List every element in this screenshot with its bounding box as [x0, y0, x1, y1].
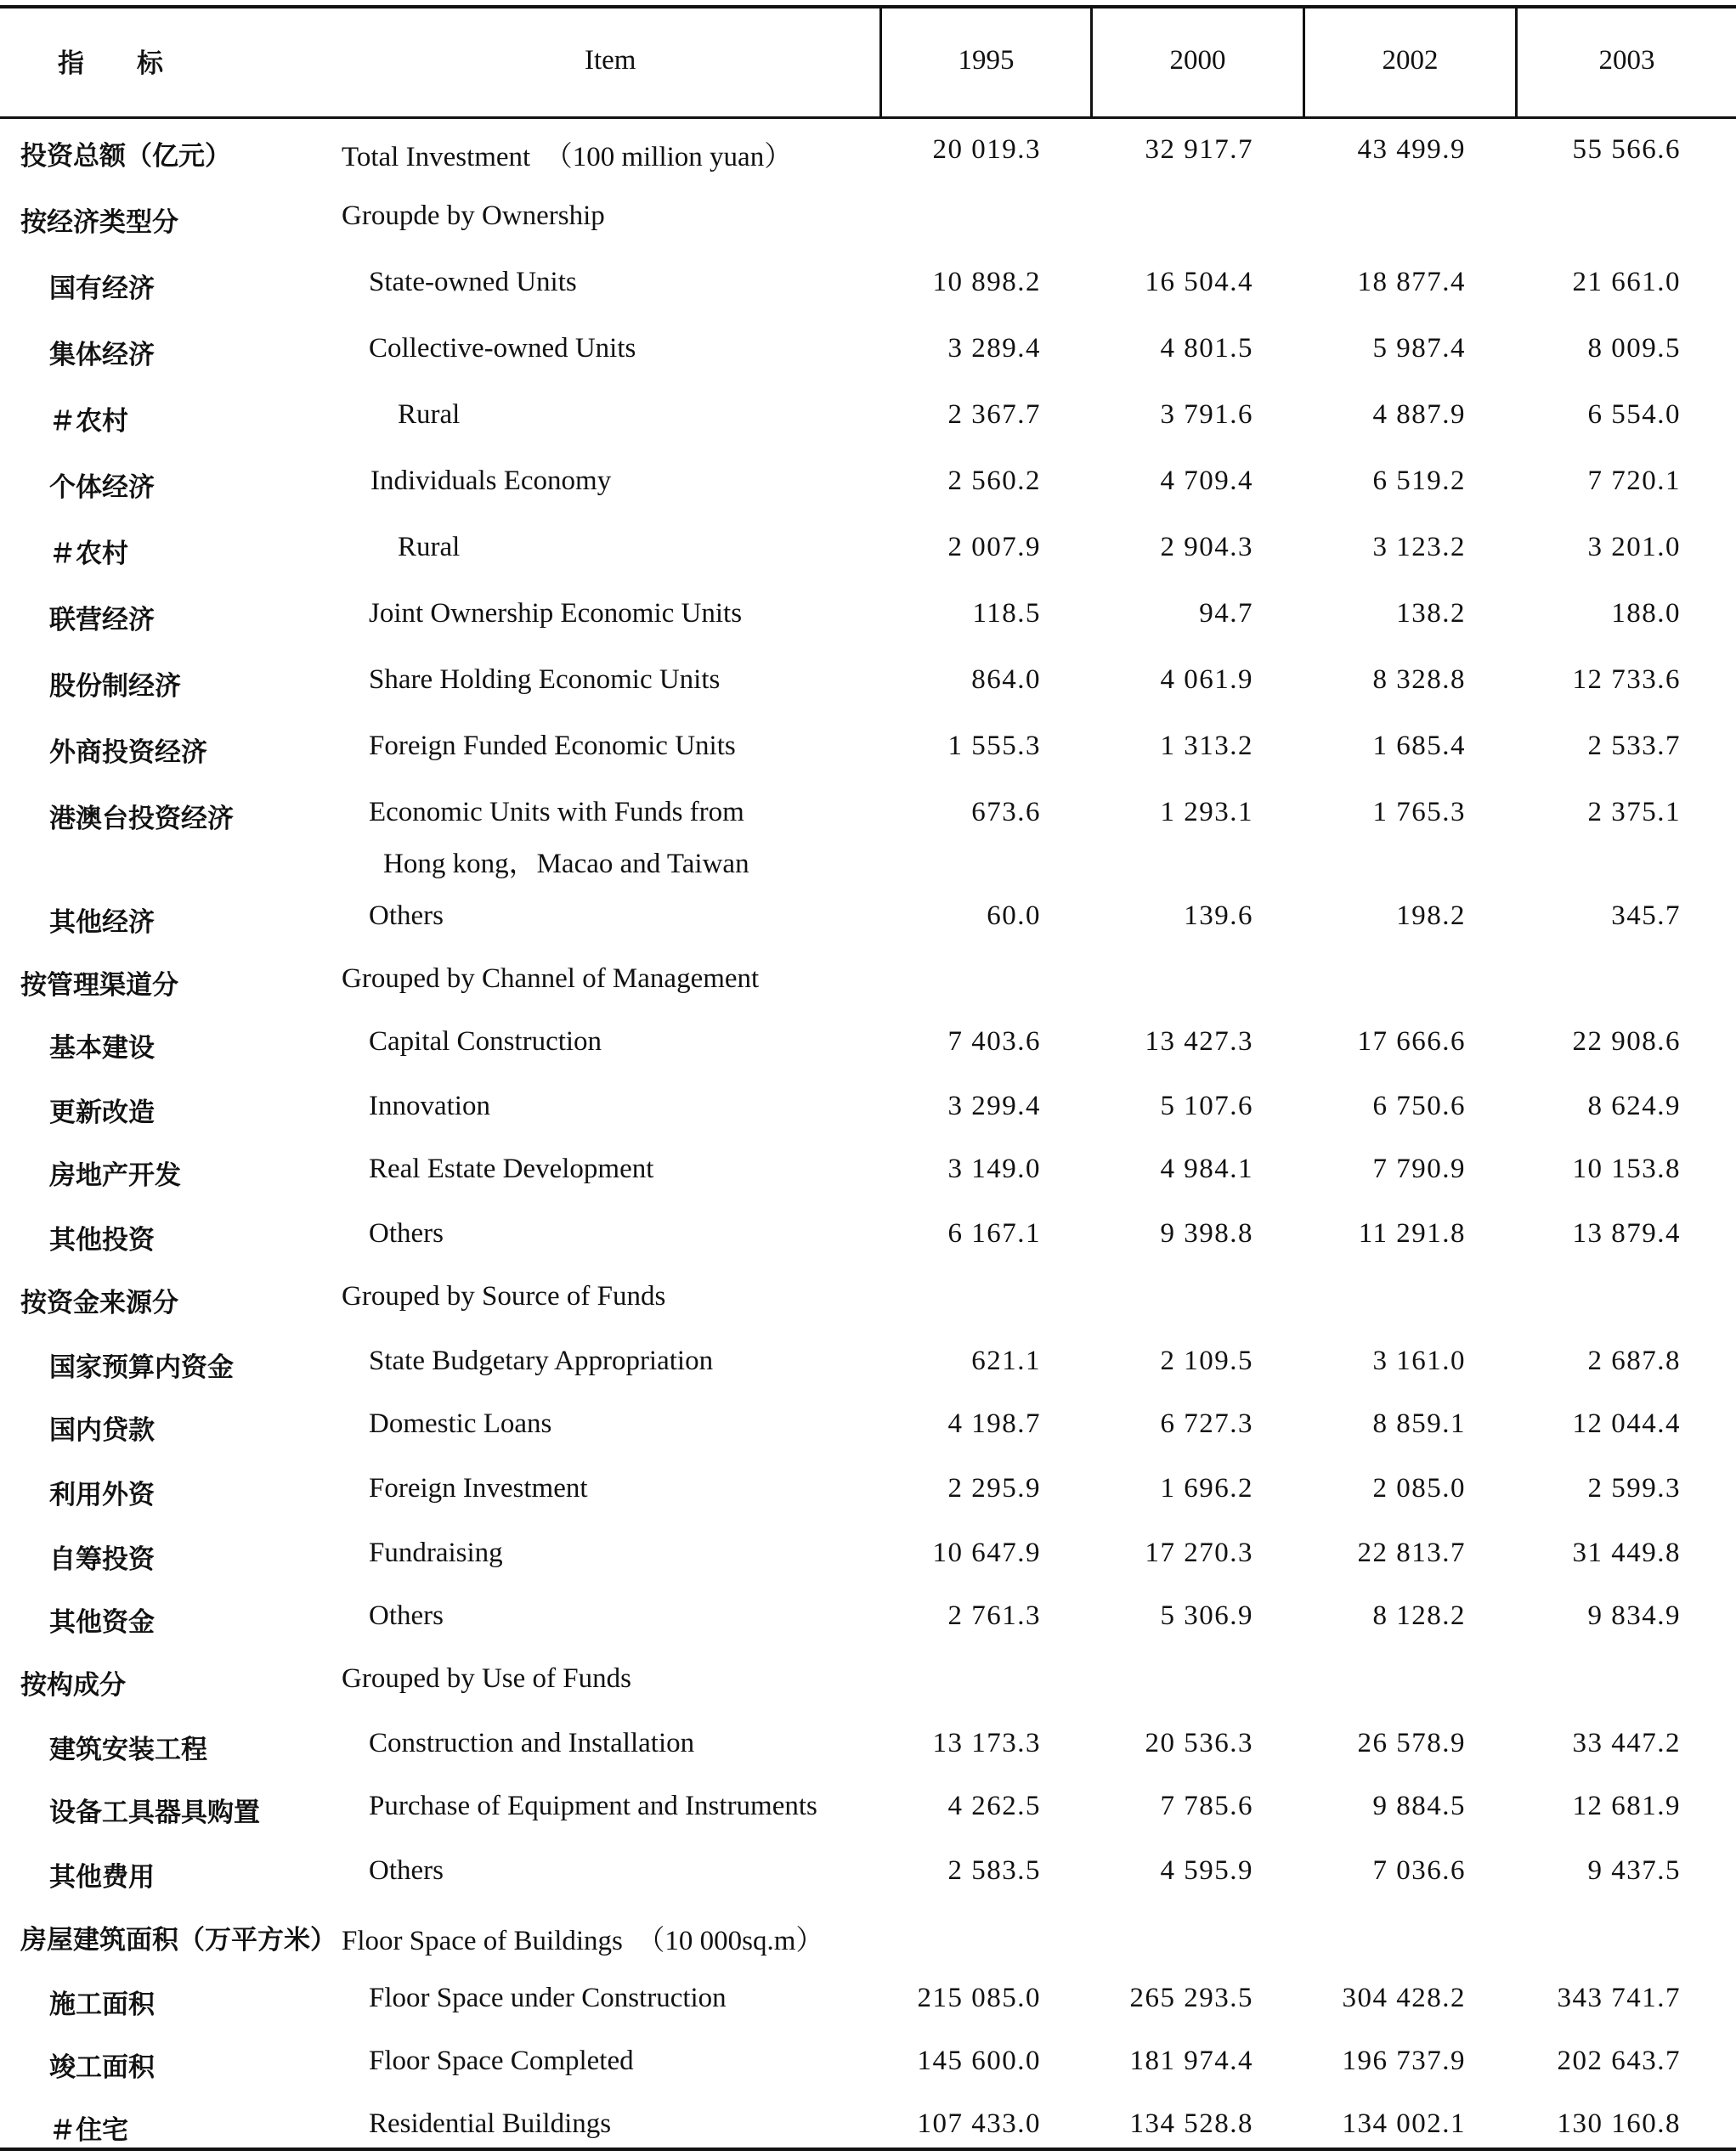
value-1995: 13 173.3: [932, 1728, 1041, 1758]
row-indicator-zh: 建筑安装工程: [49, 1735, 207, 1765]
value-2003: 2 599.3: [1587, 1473, 1681, 1504]
row-item-en: Real Estate Development: [369, 1154, 654, 1184]
row-item-en: Construction and Installation: [369, 1728, 695, 1758]
row-indicator-zh: 国有经济: [49, 274, 155, 304]
row-item-en: Individuals Economy: [370, 466, 612, 496]
row-indicator-zh: 基本建设: [49, 1033, 155, 1064]
row-item-en: Groupde by Ownership: [342, 200, 605, 231]
value-1995: 20 019.3: [932, 134, 1041, 165]
value-2002: 304 428.2: [1342, 1983, 1466, 2013]
value-2003: 2 375.1: [1587, 797, 1681, 827]
value-2002: 1 685.4: [1372, 731, 1466, 761]
value-2000: 4 061.9: [1160, 664, 1253, 695]
value-1995: 1 555.3: [947, 731, 1041, 761]
value-2002: 6 750.6: [1372, 1091, 1466, 1121]
row-indicator-zh: 港澳台投资经济: [49, 804, 234, 834]
value-2002: 26 578.9: [1357, 1728, 1466, 1758]
value-2003: 9 437.5: [1587, 1855, 1681, 1886]
row-indicator-zh: 按管理渠道分: [20, 970, 178, 1001]
row-indicator-zh: 利用外资: [49, 1480, 155, 1510]
value-2003: 2 533.7: [1587, 731, 1681, 761]
value-1995: 2 295.9: [947, 1473, 1041, 1504]
value-1995: 3 299.4: [947, 1091, 1041, 1121]
value-2000: 4 801.5: [1160, 333, 1253, 364]
value-2002: 17 666.6: [1357, 1026, 1466, 1057]
value-2000: 32 917.7: [1145, 134, 1253, 165]
value-2002: 8 328.8: [1372, 664, 1466, 695]
value-2002: 1 765.3: [1372, 797, 1466, 827]
row-indicator-zh: 国家预算内资金: [49, 1352, 234, 1383]
value-2002: 43 499.9: [1357, 134, 1466, 165]
row-item-en: Floor Space Completed: [369, 2046, 634, 2076]
row-indicator-zh: 个体经济: [49, 472, 155, 503]
value-2003: 343 741.7: [1557, 1983, 1681, 2013]
value-1995: 4 198.7: [947, 1408, 1041, 1439]
value-2003: 130 160.8: [1557, 2108, 1681, 2139]
value-2003: 3 201.0: [1587, 532, 1681, 562]
row-item-en: State Budgetary Appropriation: [369, 1346, 714, 1376]
value-2000: 1 293.1: [1160, 797, 1253, 827]
value-2003: 55 566.6: [1572, 134, 1681, 165]
row-item-en: Economic Units with Funds from: [369, 797, 744, 827]
row-item-en: Rural: [398, 532, 461, 562]
value-2002: 7 036.6: [1372, 1855, 1466, 1886]
value-2003: 33 447.2: [1572, 1728, 1681, 1758]
row-indicator-zh: ＃农村: [49, 406, 128, 437]
value-1995: 621.1: [971, 1346, 1041, 1376]
row-item-en: Others: [369, 1600, 444, 1631]
value-2000: 9 398.8: [1160, 1218, 1253, 1249]
value-2002: 196 737.9: [1342, 2046, 1466, 2076]
value-1995: 7 403.6: [947, 1026, 1041, 1057]
value-2003: 10 153.8: [1572, 1154, 1681, 1184]
row-indicator-zh: 集体经济: [49, 340, 155, 370]
value-2002: 198.2: [1396, 900, 1466, 931]
value-2000: 5 306.9: [1160, 1600, 1253, 1631]
value-2000: 6 727.3: [1160, 1408, 1253, 1439]
value-2000: 13 427.3: [1145, 1026, 1253, 1057]
row-indicator-zh: 外商投资经济: [49, 737, 207, 768]
value-2002: 138.2: [1396, 598, 1466, 629]
value-2002: 9 884.5: [1372, 1791, 1466, 1821]
value-2002: 11 291.8: [1358, 1218, 1466, 1249]
row-item-en: Capital Construction: [369, 1026, 602, 1057]
value-2002: 134 002.1: [1342, 2108, 1466, 2139]
row-indicator-zh: ＃农村: [49, 539, 128, 569]
header-year-2003: 2003: [1598, 45, 1655, 76]
value-1995: 60.0: [987, 900, 1041, 931]
row-item-en: Fundraising: [369, 1538, 503, 1568]
value-2002: 3 123.2: [1372, 532, 1466, 562]
value-2003: 13 879.4: [1572, 1218, 1681, 1249]
value-2002: 4 887.9: [1372, 399, 1466, 430]
value-2002: 22 813.7: [1357, 1538, 1466, 1568]
row-item-en: Others: [369, 1218, 444, 1249]
row-indicator-zh: 更新改造: [49, 1098, 155, 1128]
row-item-en: Purchase of Equipment and Instruments: [369, 1791, 817, 1821]
row-indicator-zh: 联营经济: [49, 605, 155, 635]
value-2003: 7 720.1: [1587, 466, 1681, 496]
value-1995: 107 433.0: [917, 2108, 1041, 2139]
value-2002: 8 859.1: [1372, 1408, 1466, 1439]
value-2000: 94.7: [1199, 598, 1253, 629]
value-1995: 118.5: [972, 598, 1041, 629]
value-2000: 4 984.1: [1160, 1154, 1253, 1184]
row-item-en: Foreign Funded Economic Units: [369, 731, 736, 761]
row-item-en: Innovation: [369, 1091, 490, 1121]
value-2003: 8 624.9: [1587, 1091, 1681, 1121]
value-2000: 17 270.3: [1145, 1538, 1253, 1568]
value-2000: 2 904.3: [1160, 532, 1253, 562]
row-indicator-zh: 其他经济: [49, 907, 155, 938]
value-2002: 5 987.4: [1372, 333, 1466, 364]
row-indicator-zh: 股份制经济: [49, 671, 181, 702]
table-header-rule: [0, 116, 1736, 119]
value-2003: 6 554.0: [1587, 399, 1681, 430]
table-bottom-rule: [0, 2148, 1736, 2151]
value-2000: 4 709.4: [1160, 466, 1253, 496]
row-item-en: Collective-owned Units: [369, 333, 636, 364]
value-1995: 673.6: [971, 797, 1041, 827]
value-2003: 31 449.8: [1572, 1538, 1681, 1568]
row-item-en: Joint Ownership Economic Units: [369, 598, 743, 629]
value-2002: 18 877.4: [1357, 267, 1466, 297]
value-2000: 265 293.5: [1129, 1983, 1253, 2013]
row-indicator-zh: 房地产开发: [49, 1160, 181, 1191]
row-item-en: Total Investment （100 million yuan）: [342, 142, 793, 172]
row-item-en-continued: Hong kong，Macao and Taiwan: [383, 849, 749, 879]
value-2003: 21 661.0: [1572, 267, 1681, 297]
row-item-en: Floor Space of Buildings （10 000sq.m）: [342, 1926, 824, 1956]
value-2000: 7 785.6: [1160, 1791, 1253, 1821]
row-item-en: Others: [369, 1855, 444, 1886]
header-year-2002: 2002: [1382, 45, 1439, 76]
value-2002: 6 519.2: [1372, 466, 1466, 496]
row-item-en: Grouped by Source of Funds: [342, 1281, 666, 1312]
row-indicator-zh: 房屋建筑面积（万平方米）: [20, 1925, 336, 1956]
value-1995: 2 007.9: [947, 532, 1041, 562]
value-2000: 16 504.4: [1145, 267, 1253, 297]
row-indicator-zh: 设备工具器具购置: [49, 1798, 260, 1828]
row-indicator-zh: 其他费用: [49, 1862, 155, 1893]
value-2002: 2 085.0: [1372, 1473, 1466, 1504]
row-item-en: Grouped by Channel of Management: [342, 963, 760, 994]
value-1995: 2 367.7: [947, 399, 1041, 430]
value-1995: 4 262.5: [947, 1791, 1041, 1821]
value-1995: 10 647.9: [932, 1538, 1041, 1568]
row-item-en: Domestic Loans: [369, 1408, 552, 1439]
value-2000: 2 109.5: [1160, 1346, 1253, 1376]
value-2002: 7 790.9: [1372, 1154, 1466, 1184]
value-1995: 6 167.1: [947, 1218, 1041, 1249]
header-year-1995: 1995: [958, 45, 1015, 76]
row-indicator-zh: 按资金来源分: [20, 1288, 178, 1318]
row-indicator-zh: 其他资金: [49, 1607, 155, 1638]
value-1995: 215 085.0: [917, 1983, 1041, 2013]
header-indicator: 指 标: [58, 48, 163, 79]
value-2002: 3 161.0: [1372, 1346, 1466, 1376]
row-item-en: Others: [369, 900, 444, 931]
value-2000: 1 313.2: [1160, 731, 1253, 761]
value-2000: 4 595.9: [1160, 1855, 1253, 1886]
value-2003: 12 681.9: [1572, 1791, 1681, 1821]
value-2000: 134 528.8: [1129, 2108, 1253, 2139]
row-item-en: Foreign Investment: [369, 1473, 588, 1504]
row-indicator-zh: 其他投资: [49, 1225, 155, 1256]
value-1995: 3 149.0: [947, 1154, 1041, 1184]
value-1995: 145 600.0: [917, 2046, 1041, 2076]
value-2003: 12 733.6: [1572, 664, 1681, 695]
value-2000: 3 791.6: [1160, 399, 1253, 430]
value-2000: 139.6: [1184, 900, 1253, 931]
value-1995: 2 560.2: [947, 466, 1041, 496]
row-indicator-zh: 按经济类型分: [20, 207, 178, 238]
value-2003: 22 908.6: [1572, 1026, 1681, 1057]
row-indicator-zh: 竣工面积: [49, 2052, 155, 2083]
row-indicator-zh: 自筹投资: [49, 1544, 155, 1575]
row-item-en: State-owned Units: [369, 267, 577, 297]
value-1995: 2 761.3: [947, 1600, 1041, 1631]
value-2003: 8 009.5: [1587, 333, 1681, 364]
row-item-en: Residential Buildings: [369, 2108, 612, 2139]
row-indicator-zh: 投资总额（亿元）: [20, 141, 231, 172]
row-item-en: Grouped by Use of Funds: [342, 1663, 631, 1694]
row-item-en: Rural: [398, 399, 461, 430]
value-1995: 3 289.4: [947, 333, 1041, 364]
value-2003: 2 687.8: [1587, 1346, 1681, 1376]
header-item: Item: [585, 45, 636, 76]
value-1995: 2 583.5: [947, 1855, 1041, 1886]
value-2002: 8 128.2: [1372, 1600, 1466, 1631]
value-2000: 1 696.2: [1160, 1473, 1253, 1504]
value-2003: 9 834.9: [1587, 1600, 1681, 1631]
row-indicator-zh: 按构成分: [20, 1670, 126, 1701]
value-2000: 20 536.3: [1145, 1728, 1253, 1758]
value-2003: 188.0: [1611, 598, 1681, 629]
header-year-2000: 2000: [1169, 45, 1226, 76]
value-2000: 181 974.4: [1129, 2046, 1253, 2076]
value-2003: 202 643.7: [1557, 2046, 1681, 2076]
row-indicator-zh: 国内贷款: [49, 1415, 155, 1446]
value-2003: 12 044.4: [1572, 1408, 1681, 1439]
value-1995: 10 898.2: [932, 267, 1041, 297]
value-1995: 864.0: [971, 664, 1041, 695]
value-2000: 5 107.6: [1160, 1091, 1253, 1121]
row-indicator-zh: 施工面积: [49, 1990, 155, 2020]
value-2003: 345.7: [1611, 900, 1681, 931]
row-indicator-zh: ＃住宅: [49, 2115, 128, 2146]
row-item-en: Share Holding Economic Units: [369, 664, 721, 695]
row-item-en: Floor Space under Construction: [369, 1983, 727, 2013]
